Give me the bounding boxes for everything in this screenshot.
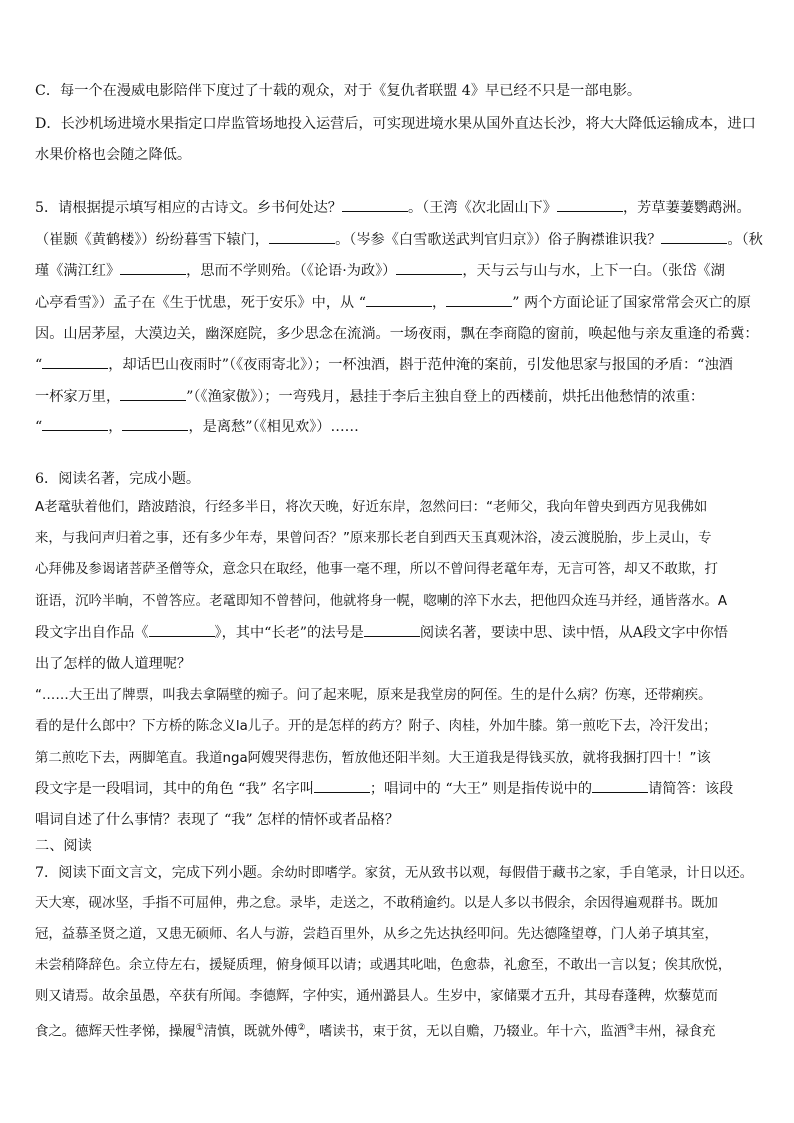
text: 请简答：该段 (648, 781, 734, 797)
answer-blank[interactable] (120, 385, 186, 401)
answer-blank[interactable] (366, 291, 432, 307)
text: 。（王湾《次北固山下》 (407, 200, 557, 216)
q6-title: 6．阅读名著，完成小题。 (35, 471, 201, 487)
text: ” 两个方面论证了国家常常会灭亡的原 (512, 295, 751, 311)
answer-blank[interactable] (446, 291, 512, 307)
answer-blank[interactable] (42, 415, 108, 431)
text: ， (108, 419, 123, 435)
text: 阅读名著，要读中思、读中悟，从A段文字中你悟 (419, 625, 728, 641)
text: 5．请根据提示填写相应的古诗文。乡书何处达？ (35, 200, 342, 216)
text: 瑾《满江红》 (35, 263, 121, 279)
answer-blank[interactable] (42, 353, 108, 369)
q6-passage-a-line-1: A老鼋驮着他们，踏波踏浪，行经多半日，将次天晚，好近东岸，忽然问曰：“老师父，我向年曾央到西方见我佛如 (35, 500, 708, 515)
text: 丰州，禄食充 (635, 1024, 716, 1040)
q5-line-8 (35, 415, 359, 439)
text: ，是离愁”（《相见欢》）…… (188, 419, 359, 435)
q7-line-1 (35, 861, 753, 886)
text: ，芳草萋萋鹦鹉洲。 (622, 200, 751, 216)
answer-blank[interactable] (314, 777, 370, 793)
text: 该 (696, 750, 711, 766)
q5-line-5: 因。山居茅屋，大漠边关，幽深庭院，多少思念在流淌。一场夜雨，飘在李商隐的窗前，唤起他与亲友重逢的希冀： (35, 326, 759, 342)
text: （崔颢《黄鹤楼》）纷纷暮雪下辕门， (35, 232, 270, 248)
footnote-marker: ① (195, 1023, 204, 1033)
text: ，嗜读书，束于贫，无以自赡，乃辍业。年十六，监酒 (305, 1024, 627, 1040)
text: “ (35, 357, 43, 373)
text: ，天与云与山与水，上下一白。（张岱《湖 (462, 263, 725, 279)
option-d-line-2: 水果价格也会随之降低。 (35, 147, 192, 163)
text: 第二煎吃下去，两脚笔直。我道nga阿嫂哭得悲伤，暂放他还阳半刻。大王道我是得钱买放，就将我捆打四十！” (35, 751, 697, 766)
option-d-line-1: D．长沙机场进境水果指定口岸监管场地投入运营后，可实现进境水果从国外直达长沙，将大大降低运输成本，进口 (35, 116, 756, 132)
q5-line-3 (35, 259, 725, 283)
q6-question-line-2: 出了怎样的做人道理呢？ (35, 656, 192, 672)
q7-line-3: 冠，益慕圣贤之道，又患无硕师、名人与游，尝趋百里外，从乡之先达执经叩问。先达德隆望尊，门人弟子填其室， (35, 927, 718, 942)
q6-passage-a-line-4: 诳语，沉吟半晌，不曾答应。老鼋即知不曾替问，他就将身一幌，唿喇的淬下水去，把他四众连马并经，通皆落水。A (35, 594, 728, 609)
q7-line-6 (35, 1016, 715, 1044)
q6-question-line-3 (35, 777, 733, 801)
answer-blank[interactable] (342, 196, 408, 212)
text: ， (431, 295, 447, 311)
text: 食之。德辉天性孝悌，操履 (35, 1024, 196, 1040)
q6-passage-a-line-2: 来，与我问声归着之事，还有多少年寿，果曾问否？”原来那长老自到西天玉真观沐浴，凌云渡脱胎，步上灵山，专 (35, 531, 712, 546)
text: 段文字出自作品《 (35, 625, 149, 641)
text: ”（《渔家傲》）；一弯残月，悬挂于李后主独自登上的西楼前，烘托出他愁情的浓重： (186, 389, 705, 405)
footnote-marker: ② (297, 1023, 306, 1033)
text: ，思而不学则殆。（《论语·为政》） (186, 263, 397, 279)
answer-blank[interactable] (557, 196, 623, 212)
answer-blank[interactable] (661, 228, 727, 244)
q7-line-4: 未尝稍降辞色。余立侍左右，援疑质理，俯身倾耳以请；或遇其叱咄，色愈恭，礼愈至，不敢出一言以复；俟其欣悦， (35, 958, 732, 973)
text: ；唱词中的 “大王” 则是指传说中的 (369, 781, 593, 797)
q6-passage-b-line-3 (35, 746, 711, 771)
q6-question-line-1 (35, 621, 728, 645)
text: 7．阅读下面文言文，完成下列小题。 (35, 865, 272, 881)
text: 。（岑参《白雪歌送武判官归京》）俗子胸襟谁识我？ (335, 232, 662, 248)
text: 心亭看雪》）孟子在《生于忧患，死于安乐》中，从 “ (35, 295, 366, 311)
answer-blank[interactable] (120, 259, 186, 275)
q5-line-7 (35, 385, 704, 409)
text: 一杯家万里， (35, 389, 121, 405)
q7-line-2: 天大寒，砚冰坚，手指不可屈伸，弗之怠。录毕，走送之，不敢稍逾约。以是人多以书假余，余因得遍观群书。既加 (35, 896, 718, 911)
q5-line-2 (35, 228, 763, 252)
text: “ (35, 419, 43, 435)
answer-blank[interactable] (364, 621, 420, 637)
text: 。（秋 (727, 232, 763, 248)
q5-line-6 (35, 353, 733, 377)
q6-passage-b-line-1: “……大王出了牌票，叫我去拿隔壁的痴子。问了起来呢，原来是我堂房的阿侄。生的是什么病？伤寒，还带痢疾。 (35, 688, 712, 703)
footnote-marker: ③ (626, 1023, 636, 1033)
answer-blank[interactable] (122, 415, 188, 431)
q7-line-5: 则又请焉。故余虽愚，卒获有所闻。李德辉，字仲实，通州潞县人。生岁中，家储粟才五升，其母春蓬稗，炊藜苋而 (35, 989, 718, 1004)
q6-passage-b-line-2: 看的是什么郎中？下方桥的陈念义la儿子。开的是怎样的药方？附子、肉桂，外加牛膝。第一煎吃下去，冷汗发出； (35, 719, 717, 734)
q5-line-1 (35, 196, 751, 220)
q6-passage-a-line-3: 心拜佛及参谒诸菩萨圣僧等众，意念只在取经，他事一毫不理，所以不曾问得老鼋年寿，无言可答，却又不敢欺，打 (35, 562, 718, 577)
text: 余幼时即嗜学。家贫，无从致书以观，每假借于藏书之家，手自笔录，计日以还。 (271, 866, 754, 881)
text: 段文字是一段唱词，其中的角色 “我” 名字叫 (35, 781, 314, 797)
answer-blank[interactable] (592, 777, 648, 793)
text: ，却话巴山夜雨时”（《夜雨寄北》）；一杯浊酒，斟于范仲淹的案前，引发他思家与报国的矛盾：“浊酒 (108, 357, 733, 373)
answer-blank[interactable] (149, 621, 215, 637)
answer-blank[interactable] (396, 259, 462, 275)
answer-blank[interactable] (269, 228, 335, 244)
section-heading: 二、阅读 (35, 838, 92, 854)
text: 》，其中“长老”的法号是 (214, 625, 364, 641)
q6-question-line-4: 唱词自述了什么事情？表现了 “我” 怎样的情怀或者品格？ (35, 812, 400, 828)
option-c: C．每一个在漫威电影陪伴下度过了十载的观众，对于《复仇者联盟 4》早已经不只是一部电影。 (35, 83, 642, 99)
text: 清慎，既就外傅 (203, 1024, 298, 1040)
q5-line-4 (35, 291, 751, 315)
